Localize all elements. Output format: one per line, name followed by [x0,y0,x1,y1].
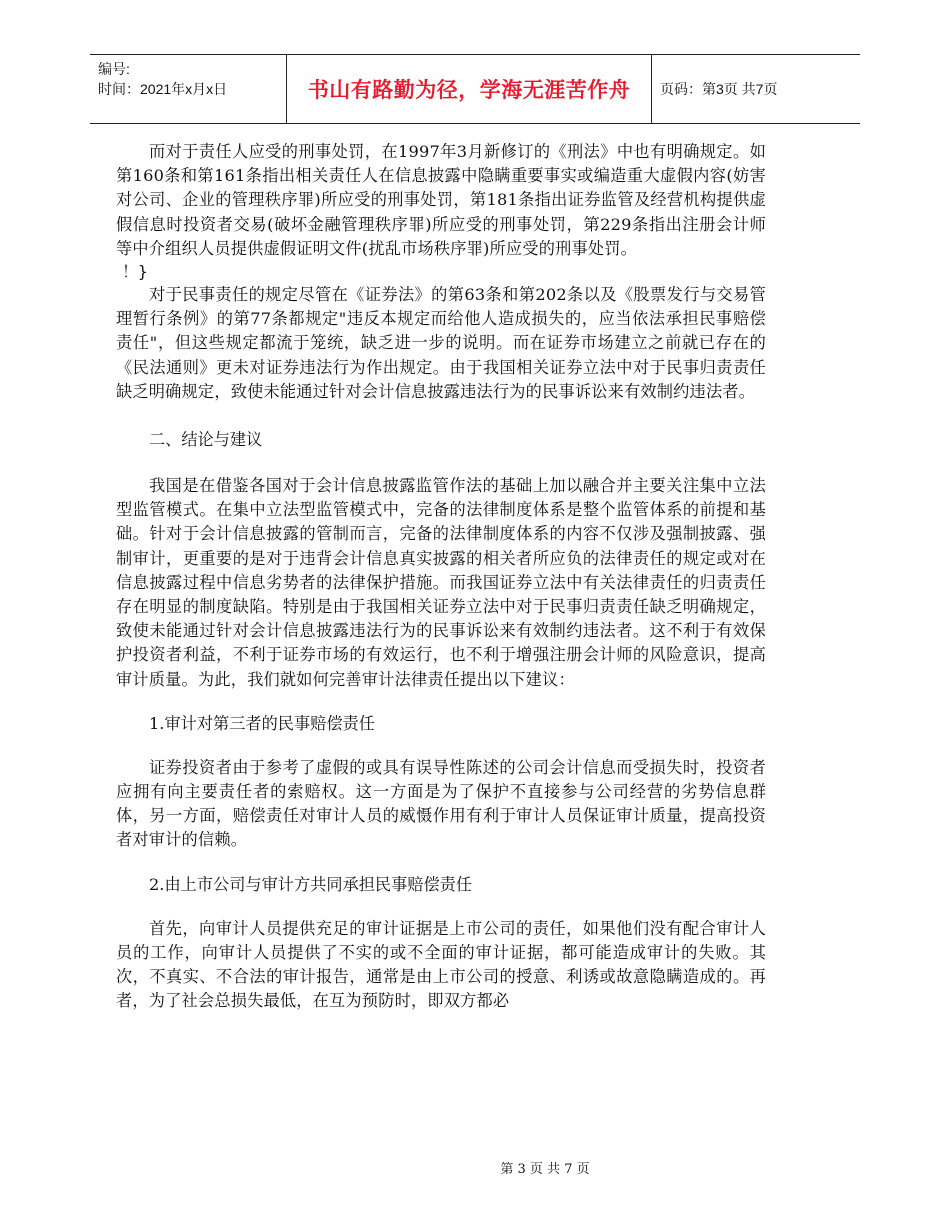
header-page-info: 页码：第3页 共7页 [660,81,778,97]
page-header [90,54,860,124]
paragraph-civil-liability: 对于民事责任的规定尽管在《证券法》的第63条和第202条以及《股票发行与交易管理暂行条例》的第77条都规定"违反本规定而给他人造成损失的，应当依法承担民事赔偿责任"，但这些规定都流于笼统，缺乏进一步的说明。而在证券市场建立之前就已存在的《民法通则》更未对证券违法行为作出规定。由于我国相关证券立法中对于民事归责责任缺乏明确规定，致使未能通过针对会计信息披露违法行为的民事诉讼来有效制约违法者。 [116,285,766,401]
paragraph-conclusion: 我国是在借鉴各国对于会计信息披露监管作法的基础上加以融合并主要关注集中立法型监管模式。在集中立法型监管模式中，完备的法律制度体系是整个监管体系的前提和基础。针对于会计信息披露的管制而言，完备的法律制度体系的内容不仅涉及强制披露、强制审计，更重要的是对于违背会计信息真实披露的相关者所应负的法律责任的规定或对在信息披露过程中信息劣势者的法律保护措施。而我国证券立法中有关法律责任的归责责任存在明显的制度缺陷。特别是由于我国相关证券立法中对于民事归责责任缺乏明确规定，致使未能通过针对会计信息披露违法行为的民事诉讼来有效制约违法者。这不利于有效保护投资者利益，不利于证券市场的有效运行，也不利于增强注册会计师的风险意识，提高审计质量。为此，我们就如何完善审计法律责任提出以下建议： [116,476,766,689]
header-meta [98,59,288,99]
footer-page-number: 第 3 页 共 7 页 [500,1162,590,1177]
document-body [116,140,766,1013]
paragraph-criminal-liability: 而对于责任人应受的刑事处罚，在1997年3月新修订的《刑法》中也有明确规定。如第160条和第161条指出相关责任人在信息披露中隐瞒重要事实或编造重大虚假内容(妨害对公司、企业的管理秩序罪)所应受的刑事处罚，第181条指出证券监管及经营机构提供虚假信息时投资者交易(破坏金融管理秩序罪)所应受的刑事处罚，第229条指出注册会计师等中介组织人员提供虚假证明文件(扰乱市场秩序罪)所应受的刑事处罚。 [116,142,766,258]
paragraph-joint-liability: 首先，向审计人员提供充足的审计证据是上市公司的责任，如果他们没有配合审计人员的工作，向审计人员提供了不实的或不全面的审计证据，都可能造成审计的失败。其次，不真实、不合法的审计报告，通常是由上市公司的授意、利诱或故意隐瞒造成的。再者，为了社会总损失最低，在互为预防时，即双方都必 [116,918,766,1011]
stray-mark: ！} [122,262,148,282]
subheading-third-party-liability: 1.审计对第三者的民事赔偿责任 [149,713,375,733]
document-time-label: 时间：2021年x月x日 [98,81,228,97]
header-motto: 书山有路勤为径，学海无涯苦作舟 [286,55,652,123]
subheading-joint-liability: 2.由上市公司与审计方共同承担民事赔偿责任 [149,874,473,894]
page-footer [0,1158,950,1177]
paragraph-third-party-liability: 证券投资者由于参考了虚假的或具有误导性陈述的公司会计信息而受损失时，投资者应拥有向主要责任者的索赔权。这一方面是为了保护不直接参与公司经营的劣势信息群体，另一方面，赔偿责任对审计人员的威慑作用有利于审计人员保证审计质量，提高投资者对审计的信赖。 [116,757,766,850]
section-heading-conclusion: 二、结论与建议 [149,430,263,450]
document-number-label: 编号: [98,61,130,77]
